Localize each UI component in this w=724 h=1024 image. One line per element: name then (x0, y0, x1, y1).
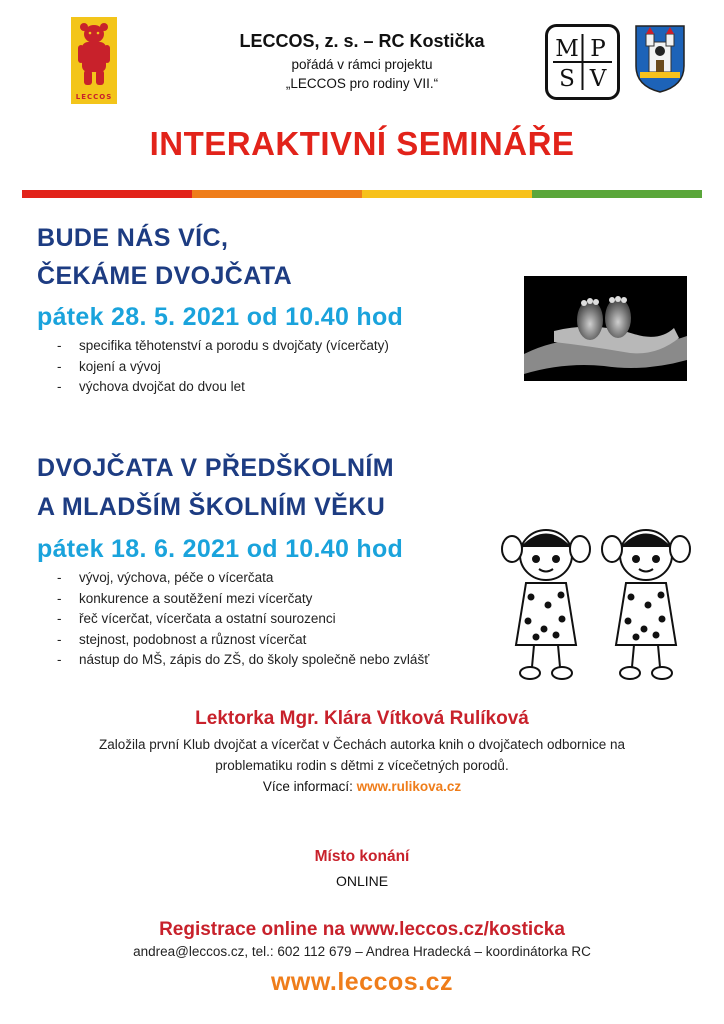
organizer-title: LECCOS, z. s. – RC Kostička (239, 31, 485, 51)
seminar2-title-line2: A MLADŠÍM ŠKOLNÍM VĚKU (37, 493, 386, 521)
project-name: „LECCOS pro rodiny VII.“ (285, 76, 439, 91)
svg-text:S: S (559, 66, 575, 92)
organizer-subtitle: pořádá v rámci projektu (291, 57, 433, 72)
mpsv-logo (545, 24, 620, 100)
seminar2-topics (57, 568, 429, 671)
svg-text:M: M (555, 36, 579, 62)
list-item: - specifika těhotenství a porodu s dvojčaty (vícerčaty) (57, 338, 389, 353)
rulikova-link[interactable]: www.rulikova.cz (356, 779, 462, 794)
seminar1-topics (57, 336, 389, 398)
list-item: - konkurence a soutěžení mezi vícerčaty (57, 590, 313, 606)
list-item: - kojení a vývoj (57, 358, 161, 374)
list-item: - řeč vícerčat, vícerčata a ostatní sourozenci (57, 611, 336, 626)
bear-icon (75, 21, 113, 87)
twin-girls-illustration (496, 517, 701, 685)
seminar2-title-line1: DVOJČATA V PŘEDŠKOLNÍM (37, 454, 394, 482)
leccos-logo (71, 17, 117, 104)
seminar1-title-line1: BUDE NÁS VÍC, (37, 224, 229, 252)
lecturer-bio-line2: problematiku rodin s dětmi z vícečetných porodů. (215, 758, 509, 773)
lecturer-name: Lektorka Mgr. Klára Vítková Rulíková (195, 708, 529, 729)
registration-link[interactable]: Registrace online na www.leccos.cz/kosticka (159, 919, 565, 940)
more-info (0, 779, 724, 794)
bar-segment-red (22, 190, 192, 198)
more-info-label: Více informací: (262, 779, 353, 794)
bar-segment-green (532, 190, 702, 198)
svg-text:P: P (590, 36, 606, 62)
seminar2-date: pátek 18. 6. 2021 od 10.40 hod (37, 535, 404, 563)
list-item: - stejnost, podobnost a různost vícerčat (57, 631, 307, 647)
seminar1-title-line2: ČEKÁME DVOJČATA (37, 262, 293, 290)
list-item: - nástup do MŠ, zápis do ZŠ, do školy společně nebo zvlášť (57, 652, 430, 667)
venue-value: ONLINE (335, 873, 389, 889)
bar-segment-orange (192, 190, 362, 198)
city-crest-icon (634, 24, 686, 94)
bar-segment-yellow (362, 190, 532, 198)
contact-info: andrea@leccos.cz, tel.: 602 112 679 – Andrea Hradecká – koordinátorka RC (133, 944, 591, 959)
leccos-logo-text: LECCOS (75, 93, 113, 101)
list-item: - výchova dvojčat do dvou let (57, 379, 245, 394)
list-item: - vývoj, výchova, péče o vícerčata (57, 570, 274, 585)
color-divider-bar (22, 190, 702, 198)
main-title: INTERAKTIVNÍ SEMINÁŘE (149, 125, 575, 162)
seminar1-date: pátek 28. 5. 2021 od 10.40 hod (37, 303, 404, 331)
baby-feet-photo (524, 276, 687, 381)
venue-label: Místo konání (314, 848, 410, 865)
website-link[interactable]: www.leccos.cz (270, 968, 454, 996)
lecturer-bio-line1: Založila první Klub dvojčat a vícerčat v Čechách autorka knih o dvojčatech odbornice na (98, 737, 626, 752)
svg-text:V: V (589, 66, 607, 92)
